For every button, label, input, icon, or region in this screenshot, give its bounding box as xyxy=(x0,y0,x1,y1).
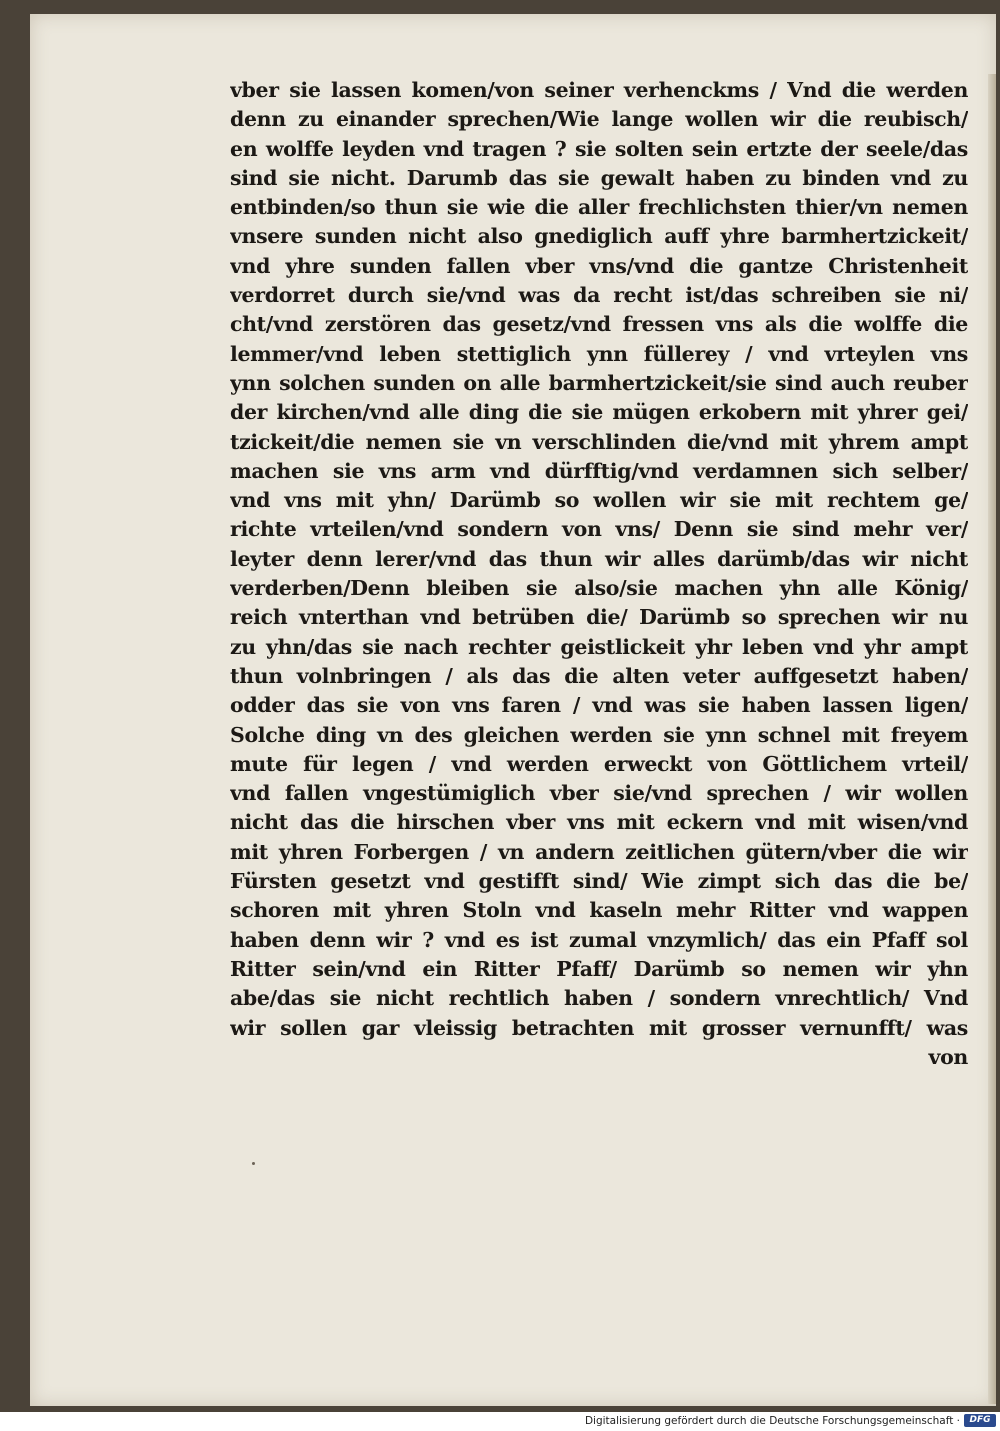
text-line: Solche ding vn des gleichen werden sie ynn schnel mit freyem xyxy=(230,722,968,747)
text-line: cht/vnd zerstören das gesetz/vnd fressen vns als die wolffe die xyxy=(230,312,968,337)
text-line: verderben/Denn bleiben sie also/sie machen yhn alle König/ xyxy=(230,576,968,601)
text-line: entbinden/so thun sie wie die aller frechlichsten thier/vn nemen xyxy=(230,195,968,220)
text-line: Fürsten gesetzt vnd gestifft sind/ Wie zimpt sich das die be/ xyxy=(230,869,968,894)
text-line: abe/das sie nicht rechtlich haben / sondern vnrechtlich/ Vnd xyxy=(230,986,968,1011)
text-line: richte vrteilen/vnd sondern von vns/ Denn sie sind mehr ver/ xyxy=(230,517,968,542)
text-line: mit yhren Forbergen / vn andern zeitlichen gütern/vber die wir xyxy=(230,839,968,864)
text-line: vnd yhre sunden fallen vber vns/vnd die gantze Christenheit xyxy=(230,253,968,278)
text-line: verdorret durch sie/vnd was da recht ist/das schreiben sie ni/ xyxy=(230,283,968,308)
text-line: machen sie vns arm vnd dürfftig/vnd verdamnen sich selber/ xyxy=(230,458,968,483)
text-line: tzickeit/die nemen sie vn verschlinden die/vnd mit yhrem ampt xyxy=(230,429,968,454)
catchword: von xyxy=(928,1044,968,1069)
text-line: zu yhn/das sie nach rechter geistlickeit yhr leben vnd yhr ampt xyxy=(230,634,968,659)
text-line: vnsere sunden nicht also gnediglich auff yhre barmhertzickeit/ xyxy=(230,224,968,249)
text-line: vnd fallen vngestümiglich vber sie/vnd sprechen / wir wollen xyxy=(230,781,968,806)
text-line: vber sie lassen komen/von seiner verhenckms / Vnd die werden xyxy=(230,78,968,102)
ink-speck xyxy=(252,1162,255,1165)
text-line: wir sollen gar vleissig betrachten mit grosser vernunfft/ was xyxy=(230,1015,968,1040)
text-line: reich vnterthan vnd betrüben die/ Darümb so sprechen wir nu xyxy=(230,605,968,630)
text-line: en wolffe leyden vnd tragen ? sie solten sein ertzte der seele/das xyxy=(230,136,968,161)
text-line: leyter denn lerer/vnd das thun wir alles darümb/das wir nicht xyxy=(230,546,968,571)
text-block xyxy=(230,76,968,1072)
text-line: nicht das die hirschen vber vns mit eckern vnd mit wisen/vnd xyxy=(230,810,968,835)
text-line: der kirchen/vnd alle ding die sie mügen erkobern mit yhrer gei/ xyxy=(230,400,968,425)
text-line: vnd vns mit yhn/ Darümb so wollen wir sie mit rechtem ge/ xyxy=(230,488,968,513)
text-line: schoren mit yhren Stoln vnd kaseln mehr Ritter vnd wappen xyxy=(230,898,968,923)
funding-credit: Digitalisierung gefördert durch die Deutsche Forschungsgemeinschaft · xyxy=(584,1415,960,1427)
dfg-logo-icon: DFG xyxy=(964,1414,996,1427)
text-line: thun volnbringen / als das die alten veter auffgesetzt haben/ xyxy=(230,663,968,688)
text-line: lemmer/vnd leben stettiglich ynn füllerey / vnd vrteylen vns xyxy=(230,341,968,366)
text-line: ynn solchen sunden on alle barmhertzickeit/sie sind auch reuber xyxy=(230,370,968,395)
text-line: sind sie nicht. Darumb das sie gewalt haben zu binden vnd zu xyxy=(230,165,968,190)
text-line: haben denn wir ? vnd es ist zumal vnzymlich/ das ein Pfaff sol xyxy=(230,927,968,952)
text-line: mute für legen / vnd werden erweckt von Göttlichem vrteil/ xyxy=(230,751,968,776)
text-line: denn zu einander sprechen/Wie lange wollen wir die reubisch/ xyxy=(230,107,968,132)
footer-bar xyxy=(0,1412,1000,1431)
text-line: odder das sie von vns faren / vnd was sie haben lassen ligen/ xyxy=(230,693,968,718)
text-line: Ritter sein/vnd ein Ritter Pfaff/ Darümb so nemen wir yhn xyxy=(230,956,968,981)
book-page xyxy=(30,14,996,1406)
page-edge xyxy=(988,74,996,1404)
